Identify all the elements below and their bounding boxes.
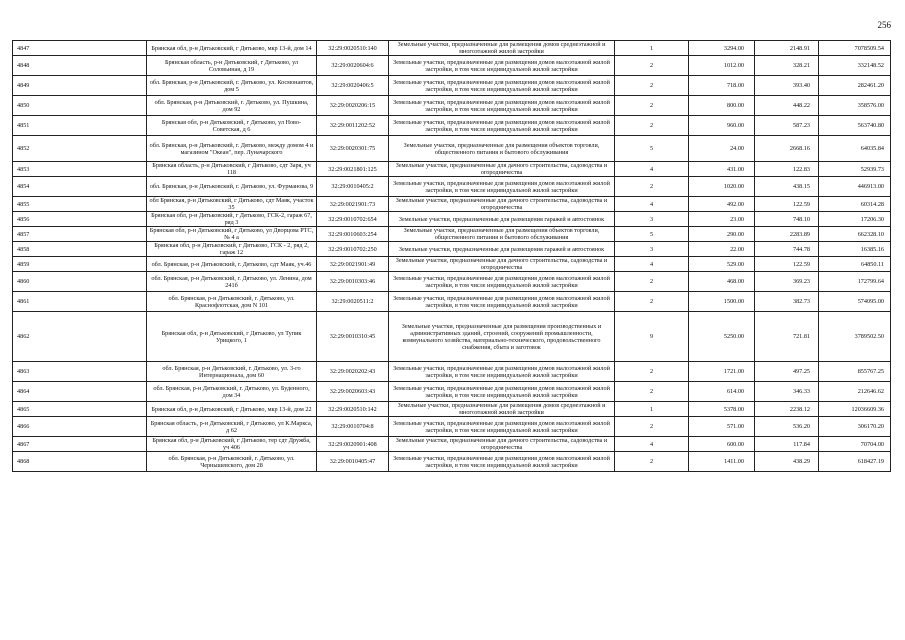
cadastral-number-cell: 32:29:0020510:142 [317,402,389,417]
cadastral-number-cell: 32:29:0011202:52 [317,116,389,136]
row-number: 4855 [13,197,147,212]
row-number: 4862 [13,312,147,362]
row-number: 4867 [13,437,147,452]
group-number-cell: 4 [615,197,689,212]
specific-value-cell: 117.84 [755,437,819,452]
table-row [13,257,891,272]
cadastral-cost-cell: 282461.20 [819,76,891,96]
address-cell: обл. Брянская, р-н Дятьковский, г. Дятьково, ул. Пушкина, дом 92 [147,96,317,116]
specific-value-cell: 328.21 [755,56,819,76]
row-number: 4859 [13,257,147,272]
address-cell: обл. Брянская, р-н Дятьковский, г. Дятьково, ул. Буденного, дом 34 [147,382,317,402]
specific-value-cell: 497.25 [755,362,819,382]
specific-value-cell: 748.10 [755,212,819,227]
cadastral-cost-cell: 16385.16 [819,242,891,257]
table-row [13,162,891,177]
cadastral-number-cell: 32:29:0010603:254 [317,227,389,242]
table-row [13,96,891,116]
address-cell: обл. Брянская, р-н Дятьковский, г. Дятьково, ул. Краснофлотская, дом N 101 [147,292,317,312]
group-number-cell: 2 [615,452,689,472]
group-number-cell: 5 [615,136,689,162]
table-row [13,116,891,136]
row-number: 4852 [13,136,147,162]
group-number-cell: 4 [615,437,689,452]
cadastral-number-cell: 32:29:0021901:49 [317,257,389,272]
area-cell: 571.00 [689,417,755,437]
address-cell: Брянская область, р-н Дятьковский, г Дятьково, ул К.Маркса, д 62 [147,417,317,437]
address-cell: обл. Брянская, р-н Дятьковский, г. Дятьково, ул. Фурманова, 9 [147,177,317,197]
land-use-cell: Земельные участки, предназначенные для размещения домов малоэтажной жилой застройки, в том числе индивидуальной жилой застройки [389,116,615,136]
specific-value-cell: 2238.12 [755,402,819,417]
area-cell: 800.00 [689,96,755,116]
group-number-cell: 2 [615,177,689,197]
cadastral-cost-cell: 358576.00 [819,96,891,116]
group-number-cell: 2 [615,382,689,402]
table-row [13,227,891,242]
specific-value-cell: 346.33 [755,382,819,402]
land-use-cell: Земельные участки, предназначенные для дачного строительства, садоводства и огородничества [389,162,615,177]
address-cell: обл. Брянская, р-н Дятьковский, г. Дятьково, ул. Ленина, дом 241б [147,272,317,292]
cadastral-number-cell: 32:29:0010702:654 [317,212,389,227]
area-cell: 1012.00 [689,56,755,76]
address-cell: Брянская обл, р-н Дятьковский, г Дятьково, ул Дворцова РТС, № 4 а [147,227,317,242]
cadastral-cost-cell: 332148.52 [819,56,891,76]
table-row [13,197,891,212]
specific-value-cell: 744.78 [755,242,819,257]
specific-value-cell: 721.81 [755,312,819,362]
table-row [13,402,891,417]
address-cell: обл. Брянская, р-н Дятьковский, г. Дятьково, ул. Чернышевского, дом 28 [147,452,317,472]
land-use-cell: Земельные участки, предназначенные для размещения домов малоэтажной жилой застройки, в том числе индивидуальной жилой застройки [389,382,615,402]
area-cell: 24.00 [689,136,755,162]
table-row [13,362,891,382]
cadastral-number-cell: 32:29:0010702:250 [317,242,389,257]
area-cell: 5250.00 [689,312,755,362]
address-cell: обл Брянская, р-н Дятьковский, г Дятьково, сдт Маяк, участок 35 [147,197,317,212]
group-number-cell: 2 [615,272,689,292]
specific-value-cell: 2148.91 [755,41,819,56]
table-row [13,242,891,257]
land-use-cell: Земельные участки, предназначенные для дачного строительства, садоводства и огородничества [389,437,615,452]
row-number: 4861 [13,292,147,312]
cadastral-cost-cell: 64850.11 [819,257,891,272]
row-number: 4848 [13,56,147,76]
cadastral-cost-cell: 662328.10 [819,227,891,242]
table-row [13,56,891,76]
land-use-cell: Земельные участки, предназначенные для размещения домов малоэтажной жилой застройки, в том числе индивидуальной жилой застройки [389,292,615,312]
land-use-cell: Земельные участки, предназначенные для дачного строительства, садоводства и огородничества [389,257,615,272]
row-number: 4863 [13,362,147,382]
table-row [13,382,891,402]
land-use-cell: Земельные участки, предназначенные для размещения домов малоэтажной жилой застройки, в том числе индивидуальной жилой застройки [389,362,615,382]
area-cell: 1411.00 [689,452,755,472]
row-number: 4858 [13,242,147,257]
area-cell: 1020.00 [689,177,755,197]
land-use-cell: Земельные участки, предназначенные для размещения объектов торговли, общественного питания и бытового обслуживания [389,227,615,242]
cadastral-cost-cell: 3789502.50 [819,312,891,362]
specific-value-cell: 536.20 [755,417,819,437]
group-number-cell: 5 [615,227,689,242]
address-cell: Брянская обл, р-н Дятьковский, г Дятьково, тер сдт Дружба, уч 406 [147,437,317,452]
cadastral-cost-cell: 70704.00 [819,437,891,452]
specific-value-cell: 382.73 [755,292,819,312]
cadastral-cost-cell: 446913.00 [819,177,891,197]
row-number: 4864 [13,382,147,402]
cadastral-cost-cell: 7078509.54 [819,41,891,56]
row-number: 4849 [13,76,147,96]
cadastral-cost-cell: 212646.62 [819,382,891,402]
address-cell: Брянская обл, р-н Дятьковский, г Дятьково, мкр 13-й, дом 22 [147,402,317,417]
specific-value-cell: 393.40 [755,76,819,96]
cadastral-number-cell: 32:29:0020301:75 [317,136,389,162]
cadastral-number-cell: 32:29:0010704:8 [317,417,389,437]
land-use-cell: Земельные участки, предназначенные для размещения домов малоэтажной жилой застройки, в том числе индивидуальной жилой застройки [389,177,615,197]
specific-value-cell: 2668.16 [755,136,819,162]
cadastral-value-table-wrap [12,40,890,472]
address-cell: Брянская область, р-н Дятьковский, г Дятьково, ул Соловьиная, д 19 [147,56,317,76]
area-cell: 5378.00 [689,402,755,417]
cadastral-number-cell: 32:29:0010303:46 [317,272,389,292]
cadastral-cost-cell: 64035.84 [819,136,891,162]
cadastral-number-cell: 32:29:0020511:2 [317,292,389,312]
group-number-cell: 3 [615,212,689,227]
table-row [13,41,891,56]
row-number: 4853 [13,162,147,177]
area-cell: 290.00 [689,227,755,242]
land-use-cell: Земельные участки, предназначенные для размещения объектов торговли, общественного питания и бытового обслуживания [389,136,615,162]
address-cell: Брянская обл, р-н Дятьковский, г Дятьково, мкр 13-й, дом 14 [147,41,317,56]
area-cell: 960.00 [689,116,755,136]
land-use-cell: Земельные участки, предназначенные для размещения домов малоэтажной жилой застройки, в том числе индивидуальной жилой застройки [389,452,615,472]
row-number: 4854 [13,177,147,197]
specific-value-cell: 438.15 [755,177,819,197]
cadastral-number-cell: 32:29:0010310:45 [317,312,389,362]
area-cell: 3294.00 [689,41,755,56]
group-number-cell: 2 [615,56,689,76]
specific-value-cell: 122.83 [755,162,819,177]
cadastral-number-cell: 32:29:0010405:2 [317,177,389,197]
area-cell: 529.00 [689,257,755,272]
row-number: 4865 [13,402,147,417]
area-cell: 468.00 [689,272,755,292]
row-number: 4868 [13,452,147,472]
cadastral-number-cell: 32:29:0010405:47 [317,452,389,472]
group-number-cell: 2 [615,116,689,136]
group-number-cell: 2 [615,96,689,116]
table-row [13,272,891,292]
page-number: 256 [877,20,891,30]
land-use-cell: Земельные участки, предназначенные для размещения домов малоэтажной жилой застройки, в том числе индивидуальной жилой застройки [389,96,615,116]
address-cell: Брянская обл, р-н Дятьковский, г Дятьково, ГСК-2, гараж 67, ряд 3 [147,212,317,227]
table-row [13,437,891,452]
table-body [13,41,891,472]
address-cell: обл. Брянская, р-н Дятьковский, г. Дятьково, ул. Космонавтов, дом 5 [147,76,317,96]
cadastral-cost-cell: 855767.25 [819,362,891,382]
table-row [13,452,891,472]
cadastral-cost-cell: 306170.20 [819,417,891,437]
area-cell: 431.00 [689,162,755,177]
group-number-cell: 1 [615,402,689,417]
group-number-cell: 2 [615,417,689,437]
group-number-cell: 2 [615,362,689,382]
table-row [13,177,891,197]
cadastral-number-cell: 32:29:0020406:5 [317,76,389,96]
cadastral-cost-cell: 52939.73 [819,162,891,177]
table-row [13,417,891,437]
land-use-cell: Земельные участки, предназначенные для размещения домов малоэтажной жилой застройки, в том числе индивидуальной жилой застройки [389,417,615,437]
land-use-cell: Земельные участки, предназначенные для размещения домов малоэтажной жилой застройки, в том числе индивидуальной жилой застройки [389,56,615,76]
cadastral-number-cell: 32:29:0020206:15 [317,96,389,116]
group-number-cell: 9 [615,312,689,362]
row-number: 4857 [13,227,147,242]
land-use-cell: Земельные участки, предназначенные для размещения домов малоэтажной жилой застройки, в том числе индивидуальной жилой застройки [389,272,615,292]
cadastral-cost-cell: 12036609.36 [819,402,891,417]
group-number-cell: 2 [615,292,689,312]
row-number: 4856 [13,212,147,227]
cadastral-number-cell: 32:29:0020202:43 [317,362,389,382]
land-use-cell: Земельные участки, предназначенные для размещения производственных и административных зданий, строений, сооружений промышленности, коммунального хозяйства, материально-технического, продовольственного снабжения, сбыта и заготовок [389,312,615,362]
address-cell: Брянская обл, р-н Дятьковский, г Дятьково, ГСК - 2, ряд 2, гараж 12 [147,242,317,257]
cadastral-cost-cell: 60314.28 [819,197,891,212]
specific-value-cell: 587.23 [755,116,819,136]
area-cell: 22.00 [689,242,755,257]
cadastral-number-cell: 32:29:0021901:73 [317,197,389,212]
area-cell: 718.00 [689,76,755,96]
specific-value-cell: 122.59 [755,257,819,272]
group-number-cell: 1 [615,41,689,56]
land-use-cell: Земельные участки, предназначенные для размещения гаражей и автостоянок [389,242,615,257]
address-cell: Брянская обл, р-н Дятьковский, г Дятьково, ул Тупик Урицкого, 1 [147,312,317,362]
address-cell: Брянская обл, р-н Дятьковский, г Дятьково, ул Ново-Советская, д 6 [147,116,317,136]
area-cell: 614.00 [689,382,755,402]
cadastral-cost-cell: 618427.19 [819,452,891,472]
land-use-cell: Земельные участки, предназначенные для размещения домов малоэтажной жилой застройки, в том числе индивидуальной жилой застройки [389,76,615,96]
specific-value-cell: 448.22 [755,96,819,116]
cadastral-value-table [12,40,891,472]
specific-value-cell: 438.29 [755,452,819,472]
area-cell: 600.00 [689,437,755,452]
specific-value-cell: 369.23 [755,272,819,292]
land-use-cell: Земельные участки, предназначенные для размещения домов среднеэтажной и многоэтажной жилой застройки [389,41,615,56]
land-use-cell: Земельные участки, предназначенные для дачного строительства, садоводства и огородничества [389,197,615,212]
address-cell: обл. Брянская, р-н Дятьковский, г. Дятьково, сдт Маяк, уч.46 [147,257,317,272]
cadastral-number-cell: 32:29:0020510:140 [317,41,389,56]
specific-value-cell: 122.59 [755,197,819,212]
specific-value-cell: 2283.89 [755,227,819,242]
cadastral-number-cell: 32:29:0021801:125 [317,162,389,177]
table-row [13,136,891,162]
group-number-cell: 4 [615,162,689,177]
address-cell: Брянская область, р-н Дятьковский, г Дятьково, сдт Заря, уч 118 [147,162,317,177]
cadastral-number-cell: 32:29:0020604:6 [317,56,389,76]
group-number-cell: 3 [615,242,689,257]
table-row [13,292,891,312]
row-number: 4860 [13,272,147,292]
address-cell: обл. Брянская, р-н Дятьковский, г. Дятьково, ул. 3-го Интернационала, дом 60 [147,362,317,382]
area-cell: 1500.00 [689,292,755,312]
table-row [13,212,891,227]
cadastral-number-cell: 32:29:0020901:408 [317,437,389,452]
area-cell: 23.00 [689,212,755,227]
address-cell: обл. Брянская, р-н Дятьковский, г. Дятьково, между домом 4 и магазином "Океан", пер. Луначарского [147,136,317,162]
cadastral-cost-cell: 17206.30 [819,212,891,227]
cadastral-number-cell: 32:29:0020603:43 [317,382,389,402]
row-number: 4851 [13,116,147,136]
row-number: 4850 [13,96,147,116]
cadastral-cost-cell: 563740.80 [819,116,891,136]
row-number: 4847 [13,41,147,56]
land-use-cell: Земельные участки, предназначенные для размещения гаражей и автостоянок [389,212,615,227]
table-row [13,76,891,96]
area-cell: 1721.00 [689,362,755,382]
table-row [13,312,891,362]
group-number-cell: 4 [615,257,689,272]
group-number-cell: 2 [615,76,689,96]
area-cell: 492.00 [689,197,755,212]
cadastral-cost-cell: 574095.00 [819,292,891,312]
land-use-cell: Земельные участки, предназначенные для размещения домов среднеэтажной и многоэтажной жилой застройки [389,402,615,417]
row-number: 4866 [13,417,147,437]
cadastral-cost-cell: 172799.64 [819,272,891,292]
